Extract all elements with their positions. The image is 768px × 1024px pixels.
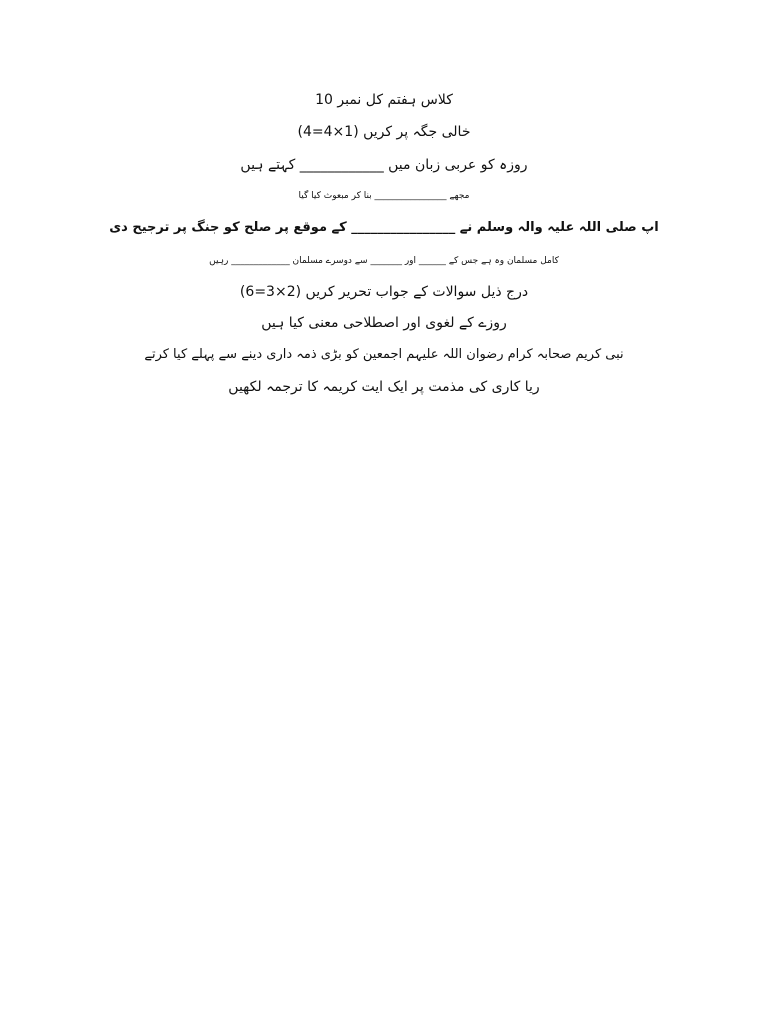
class-and-marks-heading: کلاس ہفتم کل نمبر 10 xyxy=(315,92,453,108)
blank-question-1: روزہ کو عربی زبان میں ____________ کہتے ہیں xyxy=(240,157,528,173)
short-question-2: نبی کریم صحابہ کرام رضوان اللہ علیہم اجمعین کو بڑی ذمہ داری دینے سے پہلے کیا کرتے xyxy=(144,347,624,362)
blank-question-4: کامل مسلمان وہ ہے جس کے ______ اور _______ سے دوسرے مسلمان _____________ رہیں xyxy=(209,256,559,266)
short-question-3: ریا کاری کی مذمت پر ایک ایت کریمہ کا ترجمہ لکھیں xyxy=(228,379,540,395)
blank-question-3: اپ صلی اللہ علیہ والہ وسلم نے ________________ کے موقع پر صلح کو جنگ پر ترجیح دی xyxy=(109,220,659,235)
fill-in-blanks-heading: خالی جگہ پر کریں (1×4=4) xyxy=(297,124,471,140)
short-question-1: روزے کے لغوی اور اصطلاحی معنی کیا ہیں xyxy=(261,315,507,331)
blank-question-2: مجھے ________________ بنا کر مبعوث کیا گیا xyxy=(298,191,470,201)
short-answers-heading: درج ذیل سوالات کے جواب تحریر کریں (2×3=6) xyxy=(239,284,529,300)
